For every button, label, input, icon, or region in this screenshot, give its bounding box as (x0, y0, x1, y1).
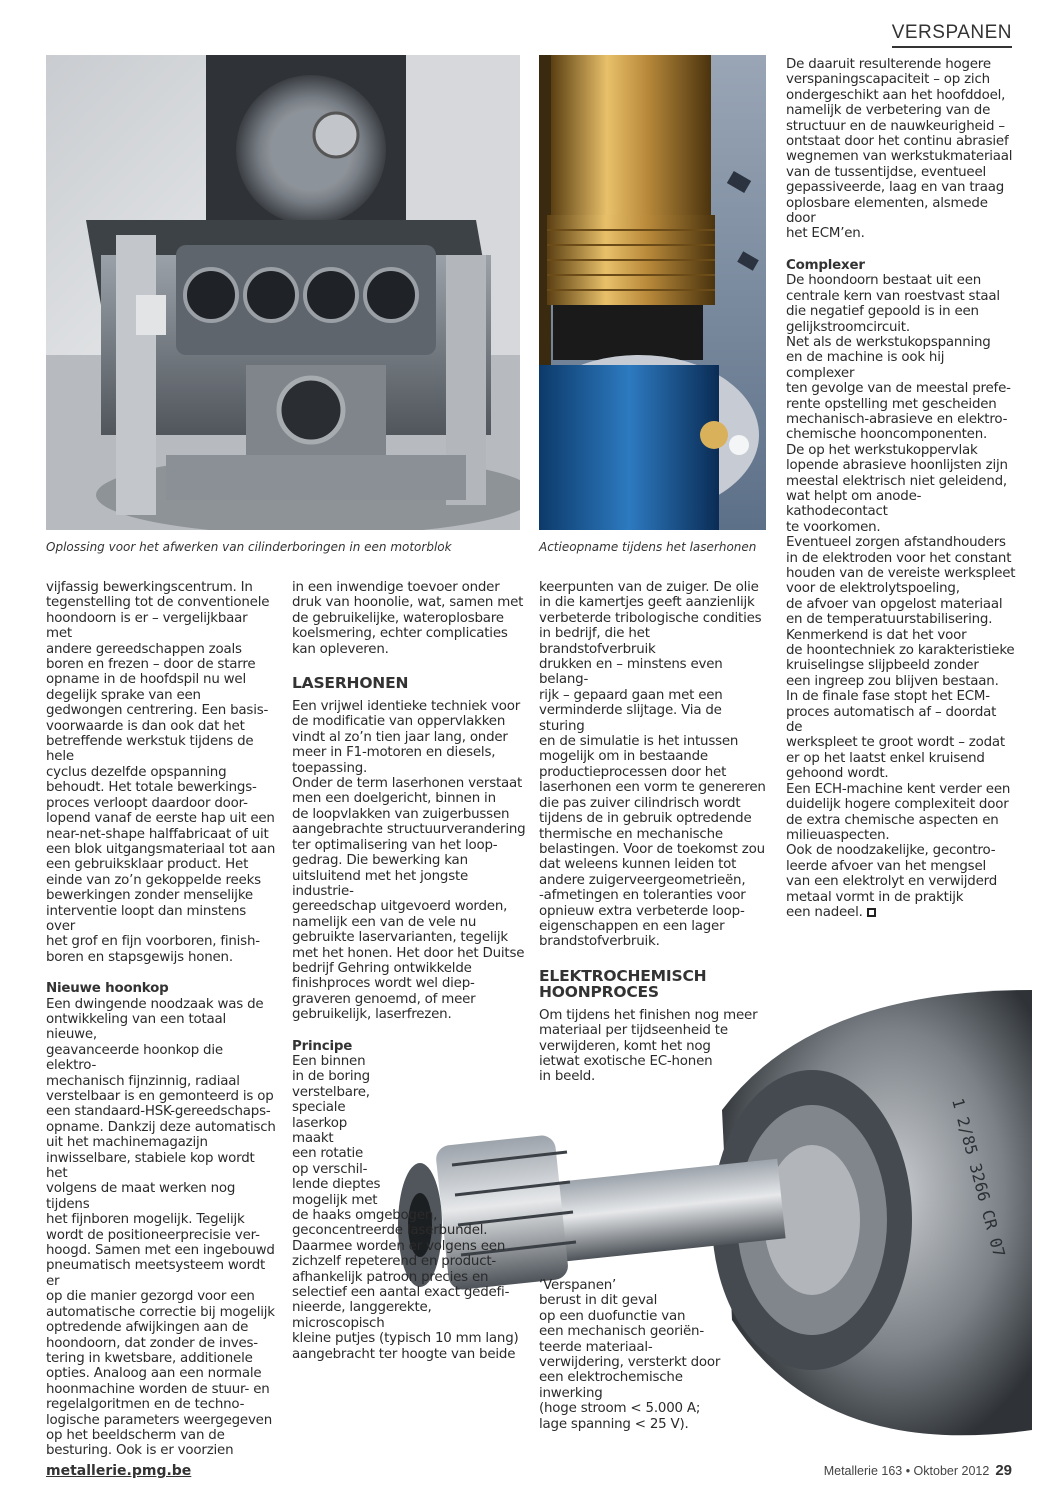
column-3 (539, 580, 769, 1085)
col1-paragraph-2: Een dwingende noodzaak was de ontwikkeling van een totaal nieuwe, geavanceerde hoonkop die elektro- mechanisch fijnzinnig, radiaal verstelbaar is en gemonteerd is op een standaard-HSK-gereedschaps- opname. Dankzij deze automatisch uit het machinemagazijn inwisselbare, stabiele kop wordt het volgens de maat werken nog tijdens het fijnboren mogelijk. Tegelijk wordt de positioneerprecisie ver- hoogd. Samen met een ingebouwd pneumatisch meetsysteem wordt er op die manier gezorgd voor een automatische correctie bij mogelijk optredende afwijkingen aan de hoondoorn, dat zonder de inves- tering in kwetsbare, additionele opties. Analoog aan een normale hoonmachine worden de stuur- en regelalgoritmen en de techno- logische parameters weergegeven op het beeldscherm van de besturing. Ook is er voorzien (46, 996, 276, 1459)
col3-paragraph-3: ‘Verspanen’ berust in dit geval op een duofunctie van een mechanisch georiën- teerde materiaal- verwijdering, versterkt door een elektrochemische inwerking (hoge stroom < 5.000 A; lage spanning < 25 V). (539, 1278, 721, 1432)
website-link[interactable]: metallerie.pmg.be (46, 1463, 192, 1479)
photo2-caption: Actieopname tijdens het laserhonen (539, 540, 757, 554)
col4-paragraph-1: De daaruit resulterende hogere verspaningscapaciteit – op zich ondergeschikt aan het hoofddoel, namelijk de verbetering van de structuur en de nauwkeurigheid – ontstaat door het continu abrasief wegnemen van werkstukmateriaal van de tussentijdse, eventueel gepassiveerde, laag en van traag oplosbare elementen, alsmede door het ECM’en. (786, 57, 1013, 242)
col2-paragraph-2: Een vrijwel identieke techniek voor de modificatie van oppervlakken vindt al zo’n tien jaar lang, onder meer in F1-motoren en diesels, toepassing. Onder de term laserhonen verstaat men een doelgericht, binnen in de loopvlakken van zuigerbussen aangebrachte structuurverandering ter optimalisering van het loop- gedrag. Die bewerking kan uitsluitend met het jongste industrie- gereedschap uitgevoerd worden, namelijk een van de vele nu gebruikte laservarianten, tegelijk met het honen. Het door het Duitse bedrijf Gehring ontwikkelde finishproces wordt wel diep- graveren genoemd, of meer gebruikelijk, laserfrezen. (292, 699, 526, 1023)
tool-engraving: 1 2/85 3266 CR 07 (948, 1096, 1009, 1260)
heading-elektrochemisch-hoonproces: ELEKTROCHEMISCH HOONPROCES (539, 966, 707, 1001)
col2-paragraph-3a: Een binnen in de boring verstelbare, speciale laserkop maakt een rotatie op verschil- lende dieptes mogelijk met (292, 1053, 381, 1208)
engine-block-photo (46, 55, 520, 530)
column-1 (46, 580, 276, 1459)
section-tag: VERSPANEN (892, 22, 1012, 48)
col2-paragraph-3b: de haaks omgebogen, geconcentreerde laserbundel. Daarmee worden er volgens een zichzelf repeterend en product- afhankelijk patroon precies en selectief een aantal exact gedefi- nieerde, langgerekte, microscopisch kleine putjes (typisch 10 mm lang) aangebracht ter hoogte van beide (292, 1208, 519, 1362)
col3-paragraph-2: Om tijdens het finishen nog meer materiaal per tijdseenheid te verwijderen, komt het nog ietwat exotische EC-honen in beeld. (539, 1007, 758, 1085)
issue-label: Metallerie 163 • Oktober 2012 (823, 1464, 990, 1478)
col2-paragraph-1: in een inwendige toevoer onder druk van hoonolie, wat, samen met de gebruikelijke, wateroplosbare koelsmering, echter complicaties kan opleveren. (292, 580, 524, 657)
photo1-caption: Oplossing voor het afwerken van cilinderboringen in een motorblok (46, 540, 452, 554)
page-number: 29 (995, 1462, 1012, 1479)
subheading-complexer: Complexer (786, 257, 865, 273)
end-of-article-mark (867, 908, 876, 917)
laser-honing-photo (539, 55, 766, 530)
column-4 (786, 57, 1016, 920)
subheading-principe: Principe (292, 1038, 353, 1054)
col3-paragraph-1: keerpunten van de zuiger. De olie in die kamertjes geeft aanzienlijk verbeterde tribologische condities in bedrijf, die het brandstofverbruik drukken en – minstens even belang- rijk – gepaard gaan met een verminderde slijtage. Via de sturing en de simulatie is het intussen mogelijk om in bestaande productieprocessen door het laserhonen een vorm te genereren die pas zuiver cilindrisch wordt tijdens de in gebruik optredende thermische en mechanische belastingen. Voor de toekomst zou dat weleens kunnen leiden tot andere zuigerveergeometrieën, -afmetingen en toleranties voor opnieuw extra verbeterde loop- eigenschappen en een lager brandstofverbruik. (539, 580, 766, 950)
issue-info (824, 1462, 1012, 1479)
heading-laserhonen: LASERHONEN (292, 674, 409, 693)
subheading-nieuwe-hoonkop: Nieuwe hoonkop (46, 981, 169, 997)
column-2 (292, 580, 527, 1362)
column-3-bottom (539, 1278, 749, 1432)
col4-paragraph-2: De hoondoorn bestaat uit een centrale kern van roestvast staal die negatief gepoold is in een gelijkstroomcircuit. Net als de werkstukopspanning en de machine is ook hij complexer ten gevolge van de meestal prefe- rente opstelling met gescheiden mechanisch-abrasieve en elektro- chemische hooncomponenten. De op het werkstukoppervlak lopende abrasieve hoonlijsten zijn meestal elektrisch niet geleidend, wat helpt om anode-kathodecontact te voorkomen. Eventueel zorgen afstandhouders in de elektroden voor het constant houden van de vereiste werkspleet voor de elektrolytspoeling, de afvoer van opgelost materiaal en de temperatuurstabilisering. Kenmerkend is dat het voor de hoontechniek zo karakteristieke kruiselingse slijpbeeld zonder een ingreep zou blijven bestaan. In de finale fase stopt het ECM- proces automatisch af – doordat de werkspleet te groot wordt – zodat er op het laatst enkel kruisend gehoond wordt. Een ECH-machine kent verder een duidelijk hogere complexiteit door de extra chemische aspecten en milieuaspecten. Ook de noodzakelijke, gecontro- leerde afvoer van het mengsel van een elektrolyt en verwijderd metaal vormt in de praktijk een nadeel. (786, 273, 1016, 920)
col1-paragraph-1: vijfassig bewerkingscentrum. In tegenstelling tot de conventionele hoondoorn is er – vergelijkbaar met andere gereedschappen zoals boren en frezen – door de starre opname in de hoofdspil nu wel degelijk sprake van een gedwongen centrering. Een basis- voorwaarde is dan ook dat het betreffende werkstuk tijdens de hele cyclus dezelfde opspanning behoudt. Het totale bewerkings- proces verloopt daardoor door- lopend vanaf de eerste hap uit een near-net-shape halffabricaat of uit een blok uitgangsmateriaal tot aan een gebruiksklaar product. Het einde van zo’n gekoppelde reeks bewerkingen zonder menselijke interventie loopt dan minstens over het grof en fijn voorboren, finish- boren en stapsgewijs honen. (46, 580, 276, 965)
